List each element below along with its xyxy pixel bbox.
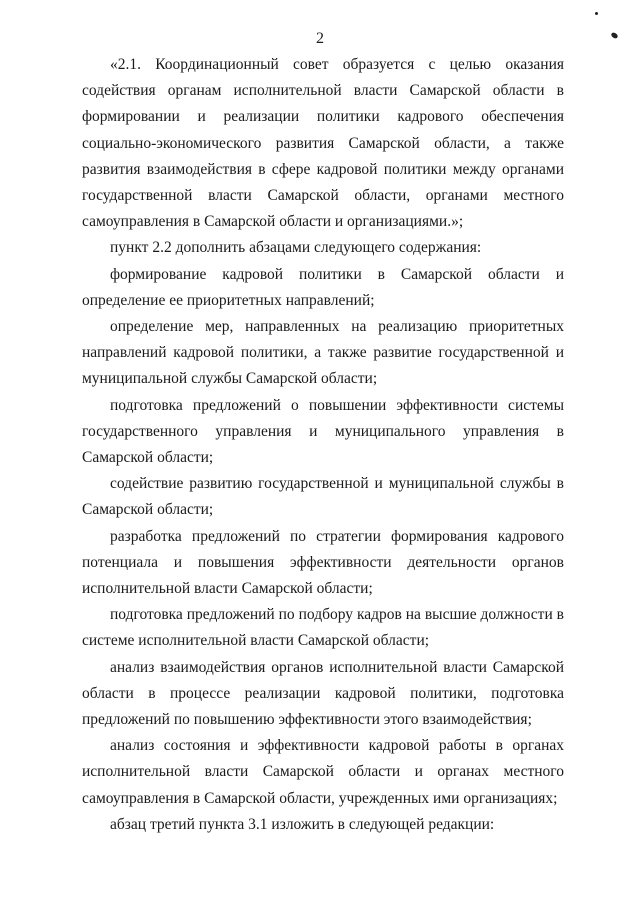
paragraph-amend-2-2: пункт 2.2 дополнить абзацами следующего содержания: bbox=[110, 239, 482, 257]
paragraph-civil-service-support: содействие развитию государственной и муниципальной службы в Самарской области; bbox=[82, 475, 564, 519]
paragraph-strategy: разработка предложений по стратегии формирования кадрового потенциала и повышения эффективности деятельности органов исполнительной власти Самарской области; bbox=[82, 527, 564, 598]
paragraph-efficiency-proposals: подготовка предложений о повышении эффективности системы государственного управления и муниципального управления в Самарской области; bbox=[82, 396, 564, 467]
paragraph-coordination-council: «2.1. Координационный совет образуется с целью оказания содействия органам исполнительной власти Самарской области в формировании и реализации политики кадрового обеспечения социально-экономического развития Самарской области, а также развития взаимодействия в сфере кадровой политики между органами государственной власти Самарской области, органами местного самоуправления в Самарской области и организациями.»; bbox=[82, 56, 564, 231]
paragraph-interaction-analysis: анализ взаимодействия органов исполнительной власти Самарской области в процессе реализации кадровой политики, подготовка предложений по повышению эффективности этого взаимодействия; bbox=[82, 658, 564, 729]
paragraph-amend-3-1: абзац третий пункта 3.1 изложить в следующей редакции: bbox=[110, 815, 495, 833]
paragraph-senior-positions: подготовка предложений по подбору кадров на высшие должности в системе исполнительной власти Самарской области; bbox=[82, 606, 564, 650]
paragraph-measures: определение мер, направленных на реализацию приоритетных направлений кадровой политики, а также развитие государственной и муниципальной службы Самарской области; bbox=[82, 318, 564, 388]
paragraph-personnel-policy: формирование кадровой политики в Самарской области и определение ее приоритетных направлений; bbox=[82, 265, 564, 309]
scan-speck-top bbox=[595, 12, 598, 15]
page-number: 2 bbox=[316, 30, 324, 47]
paragraph-hr-work-analysis: анализ состояния и эффективности кадровой работы в органах исполнительной власти Самарской области и органах местного самоуправления в Самарской области, учрежденных ими организациях; bbox=[82, 737, 564, 807]
document-body bbox=[82, 52, 564, 838]
